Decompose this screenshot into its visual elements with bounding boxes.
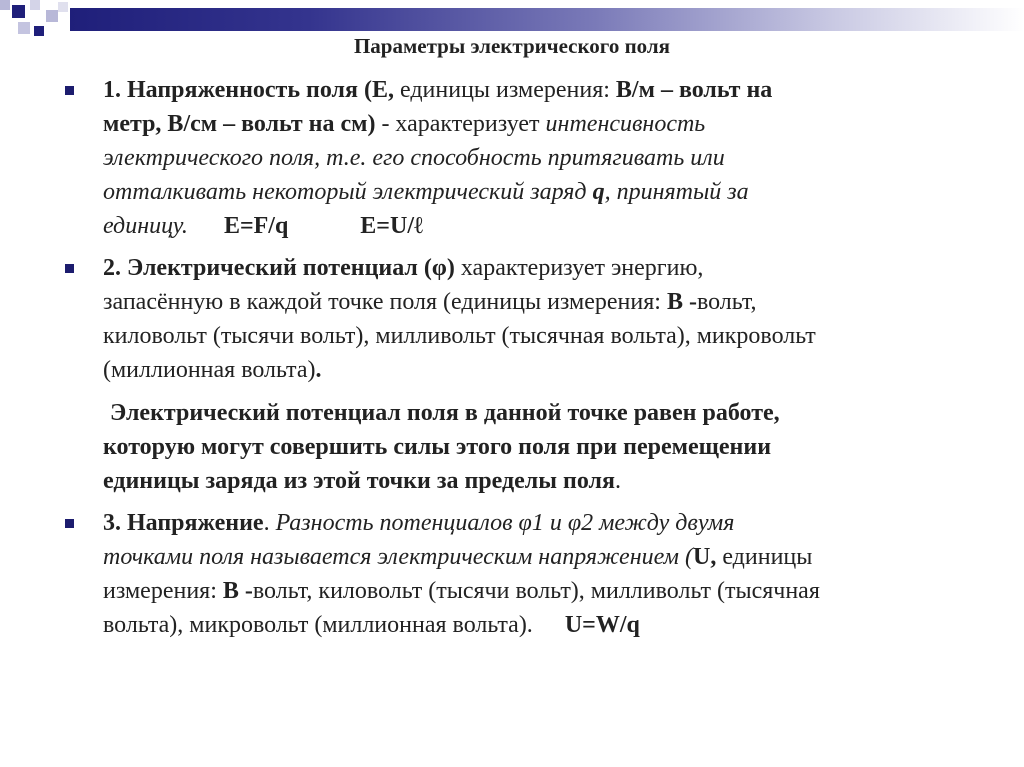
text-italic: единицу.: [103, 213, 188, 239]
text-italic: Разность потенциалов φ1 и φ2 между двумя: [275, 510, 735, 536]
text: единицы: [716, 544, 813, 570]
item2-definition-line3: [103, 464, 621, 498]
text-italic: , принятый за: [604, 179, 749, 205]
text-bold: В -: [666, 289, 697, 315]
item3-line2: [103, 540, 812, 574]
text: киловольт (тысячи вольт), милливольт (тысячная вольта), микровольт: [103, 323, 816, 349]
formula-u-w-q: U=W/q: [564, 612, 640, 638]
text: вольт,: [696, 289, 757, 315]
text-italic: отталкивать некоторый электрический заряд: [103, 179, 593, 205]
item2-definition-line2: [103, 430, 771, 464]
text-bold: которую могут совершить силы этого поля при перемещении: [103, 434, 772, 460]
text: вольт, киловольт (тысячи вольт), милливольт (тысячная: [252, 578, 820, 604]
text-bold: 3. Напряжение: [103, 510, 264, 536]
text: характеризует энергию,: [454, 255, 704, 281]
text: запасённую в каждой точке поля (единицы измерения:: [103, 289, 667, 315]
item1-line3: [103, 141, 725, 175]
text: .: [614, 468, 621, 494]
decor-square: [58, 2, 68, 12]
formula-e-f-q: E=F/q: [223, 213, 289, 239]
item2-line1: [103, 251, 703, 285]
item2-line4: [103, 353, 321, 387]
bullet-icon: [65, 519, 74, 528]
formula-e-u-l: E=U/ℓ: [360, 213, 423, 239]
text-bold: В -: [222, 578, 253, 604]
text-bold: .: [315, 357, 322, 383]
bullet-icon: [65, 86, 74, 95]
text-bold: единицы заряда из этой точки за пределы поля: [103, 468, 615, 494]
text-bold: Электрический потенциал поля в данной точке равен работе,: [110, 400, 780, 426]
text-bold: В/м – вольт на: [615, 77, 773, 103]
text: измерения:: [103, 578, 223, 604]
item2-line2: [103, 285, 757, 319]
text-italic: электрического поля, т.е. его способность притягивать или: [103, 145, 725, 171]
text-italic: интенсивность: [545, 111, 706, 137]
item3-line4: [103, 608, 640, 642]
text: (миллионная вольта): [103, 357, 316, 383]
bullet-icon: [65, 264, 74, 273]
item3-line1: [103, 506, 734, 540]
item2-line3: [103, 319, 816, 353]
item2-definition-line1: [110, 396, 780, 430]
decor-square: [12, 5, 25, 18]
item3-line3: [103, 574, 820, 608]
decor-square: [18, 22, 30, 34]
title-bar-decoration: [0, 0, 1024, 38]
item1-line5: [103, 209, 423, 243]
charge-symbol: q: [592, 179, 605, 205]
decor-square: [30, 0, 40, 10]
text-bold: 2. Электрический потенциал (φ): [103, 255, 455, 281]
text-bold: U,: [692, 544, 717, 570]
title-gradient-bar: [70, 8, 1024, 31]
slide-title: Параметры электрического поля: [353, 34, 671, 58]
item1-line2: [103, 107, 705, 141]
text: .: [263, 510, 276, 536]
text-italic: точками поля называется электрическим напряжением (: [103, 544, 693, 570]
text-bold: метр, В/см – вольт на см): [103, 111, 376, 137]
decor-square: [46, 10, 58, 22]
text: единицы измерения:: [394, 77, 616, 103]
text: вольта), микровольт (миллионная вольта).: [103, 612, 533, 638]
text-bold: 1. Напряженность поля (Е,: [103, 77, 394, 103]
text: - характеризует: [375, 111, 546, 137]
item1-line4: [103, 175, 749, 209]
item1-line1: [103, 73, 772, 107]
decor-square: [0, 0, 10, 10]
